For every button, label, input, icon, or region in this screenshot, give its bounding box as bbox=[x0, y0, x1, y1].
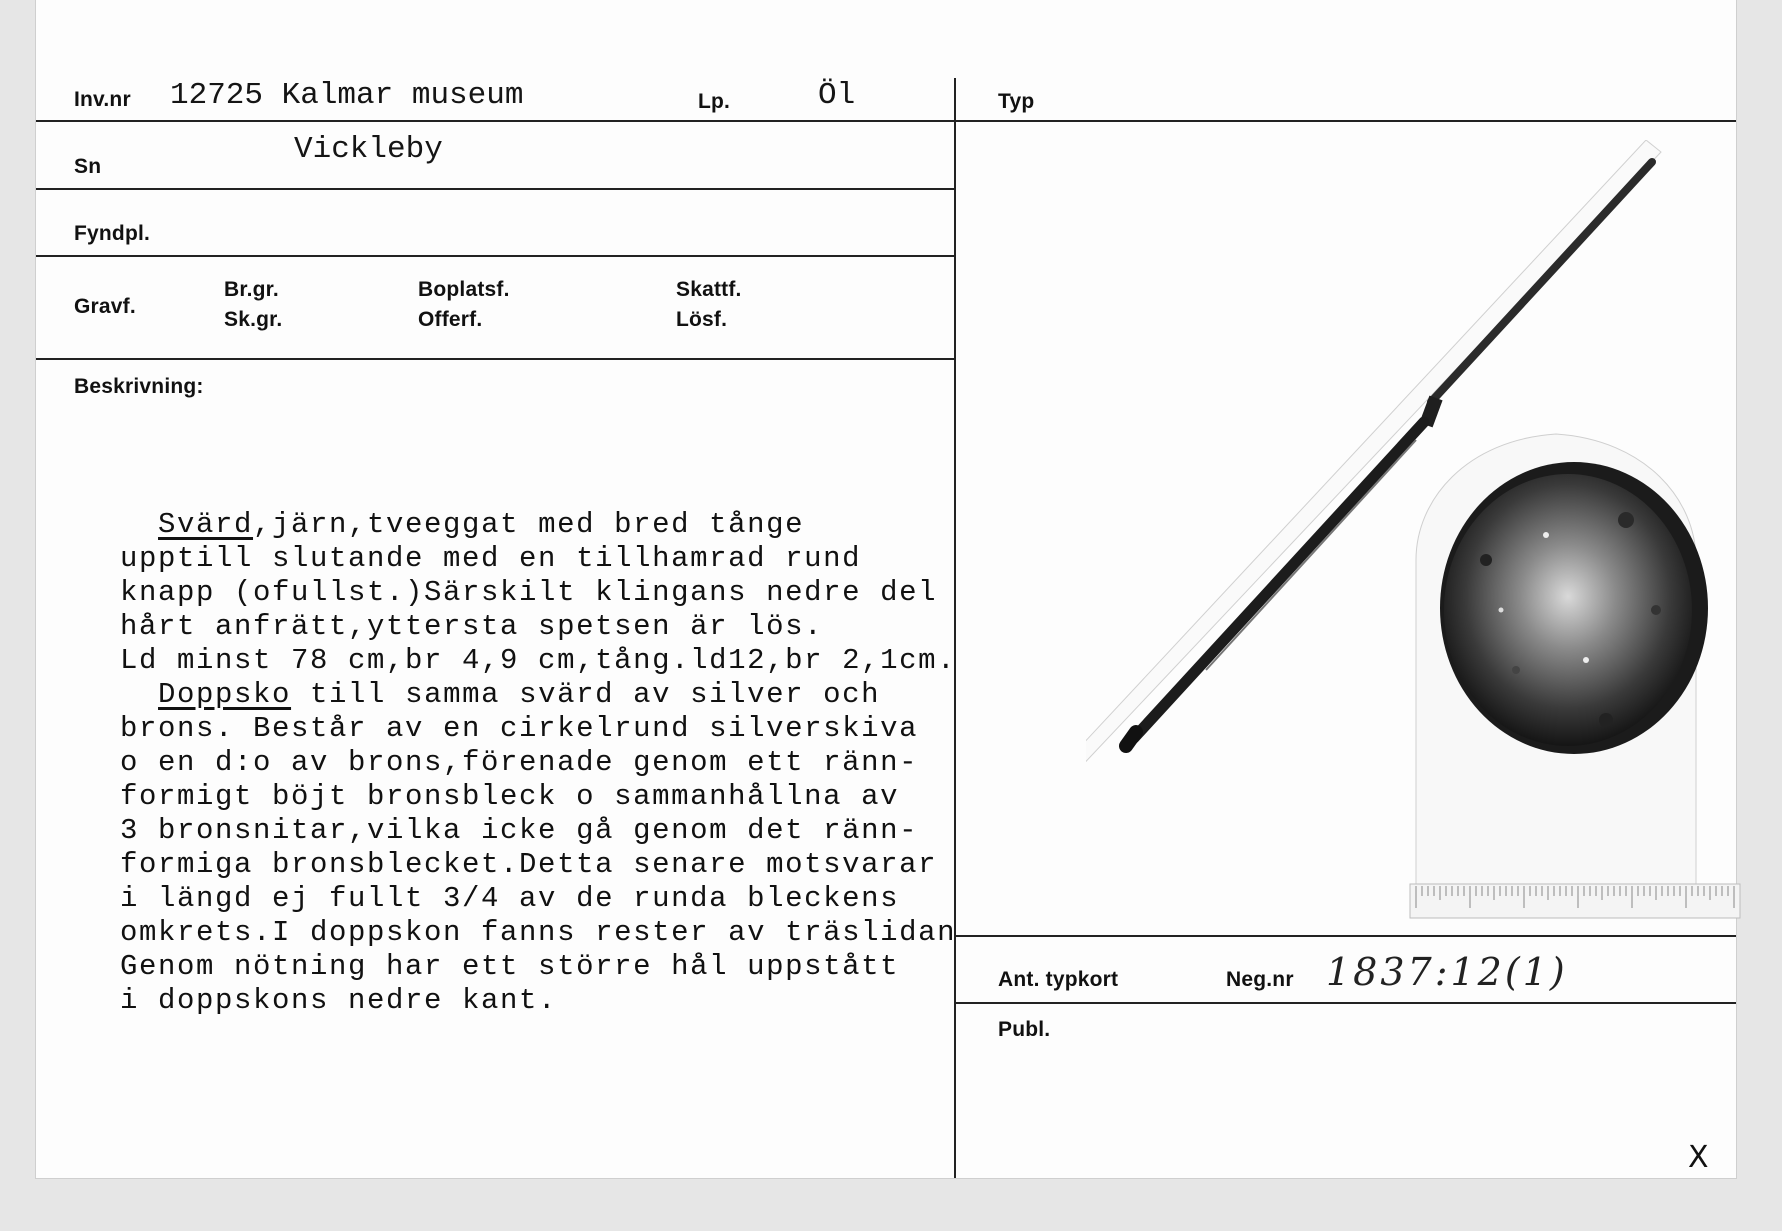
sk-gr-label: Sk.gr. bbox=[224, 308, 283, 331]
description-line-7: brons. Består av en cirkelrund silverskiva bbox=[120, 712, 919, 745]
description-line-11: formiga bronsblecket.Detta senare motsvarar bbox=[120, 848, 938, 881]
description-line-12: i längd ej fullt 3/4 av de runda bleckens bbox=[120, 882, 900, 915]
description-line-2: upptill slutande med en tillhamrad rund bbox=[120, 542, 862, 575]
doppsko-heading: Doppsko bbox=[158, 678, 292, 711]
rule-sn bbox=[36, 188, 954, 190]
typ-label: Typ bbox=[998, 90, 1035, 113]
neg-nr-label: Neg.nr bbox=[1226, 968, 1294, 991]
br-gr-label: Br.gr. bbox=[224, 278, 279, 301]
description-line-6: Doppsko till samma svärd av silver och bbox=[158, 678, 881, 711]
corner-mark: X bbox=[1688, 1140, 1709, 1175]
description-line-13: omkrets.I doppskon fanns rester av träslidan bbox=[120, 916, 957, 949]
rule-fyndpl bbox=[36, 255, 954, 257]
sn-value: Vickleby bbox=[294, 132, 443, 167]
object-photograph bbox=[1086, 140, 1756, 940]
beskrivning-label: Beskrivning: bbox=[74, 375, 204, 398]
inv-nr-value: 12725 Kalmar museum bbox=[170, 78, 524, 113]
inv-nr-label: Inv.nr bbox=[74, 88, 131, 111]
skattf-label: Skattf. bbox=[676, 278, 742, 301]
scale-ruler bbox=[1410, 884, 1740, 918]
description-line-1: Svärd,järn,tveeggat med bred tånge bbox=[158, 508, 805, 541]
publ-label: Publ. bbox=[998, 1018, 1051, 1041]
column-divider bbox=[954, 78, 956, 1178]
svard-heading: Svärd bbox=[158, 508, 254, 541]
rule-typkort-bottom bbox=[954, 1002, 1736, 1004]
fyndpl-label: Fyndpl. bbox=[74, 222, 151, 245]
description-line-15: i doppskons nedre kant. bbox=[120, 984, 558, 1017]
lp-label: Lp. bbox=[698, 90, 731, 113]
losf-label: Lösf. bbox=[676, 308, 728, 331]
rule-top bbox=[36, 120, 1736, 122]
description-line-3: knapp (ofullst.)Särskilt klingans nedre del bbox=[120, 576, 938, 609]
description-line-5: Ld minst 78 cm,br 4,9 cm,tång.ld12,br 2,1cm. bbox=[120, 644, 957, 677]
ant-typkort-label: Ant. typkort bbox=[998, 968, 1119, 991]
description-line-4: hårt anfrätt,yttersta spetsen är lös. bbox=[120, 610, 824, 643]
gravf-label: Gravf. bbox=[74, 295, 136, 318]
offerf-label: Offerf. bbox=[418, 308, 483, 331]
description-line-8: o en d:o av brons,förenade genom ett ränn- bbox=[120, 746, 919, 779]
neg-nr-value: 1837:12(1) bbox=[1326, 950, 1568, 994]
rule-gravf bbox=[36, 358, 954, 360]
lp-value: Öl bbox=[818, 78, 856, 113]
sn-label: Sn bbox=[74, 155, 102, 178]
description-line-9: formigt böjt bronsbleck o sammanhållna av bbox=[120, 780, 900, 813]
boplatsf-label: Boplatsf. bbox=[418, 278, 510, 301]
chape-disc bbox=[1440, 462, 1708, 754]
description-line-10: 3 bronsnitar,vilka icke gå genom det ränn- bbox=[120, 814, 919, 847]
catalog-card bbox=[36, 0, 1736, 1178]
description-line-14: Genom nötning har ett större hål uppstått bbox=[120, 950, 900, 983]
